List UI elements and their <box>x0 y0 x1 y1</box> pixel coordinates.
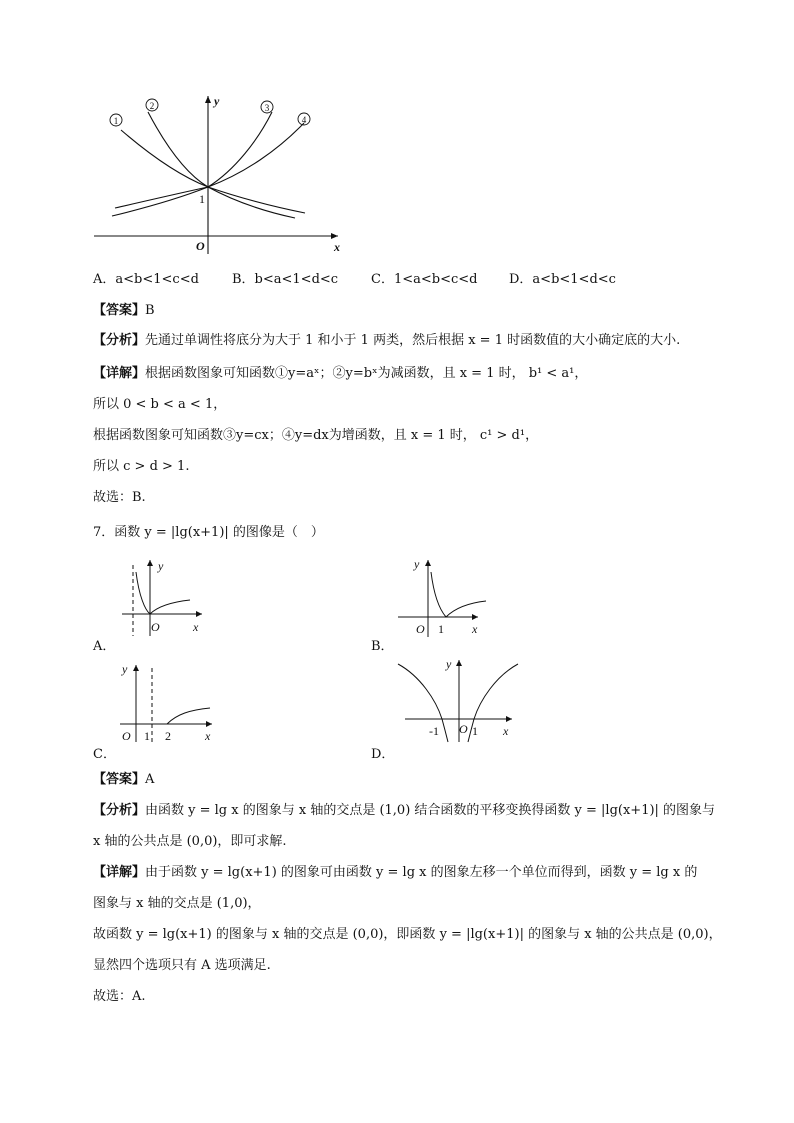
curve-3 <box>112 112 272 216</box>
q7-analysis-text-1: 由函数 y = lg x 的图象与 x 轴的交点是 (1,0) 结合函数的平移变换得函数 y = |lg(x+1)| 的图象与 <box>145 803 716 818</box>
curve-4 <box>115 123 304 208</box>
analysis-line <box>93 332 680 350</box>
conclusion-line: 故选：B. <box>93 490 146 505</box>
graph-c <box>118 660 218 745</box>
detail-line-1 <box>93 365 587 383</box>
y-axis-label: y <box>214 94 220 108</box>
graph-d-label: D． <box>371 747 395 762</box>
detail-line-3: 根据函数图象可知函数③y=cx；④y=dx为增函数，且 x = 1 时， c¹ > d¹， <box>93 428 539 443</box>
graph-b-label: B． <box>371 639 394 654</box>
detail-text-1: 根据函数图象可知函数①y=aˣ；②y=bˣ为减函数，且 x = 1 时， b¹ < a¹， <box>145 366 588 381</box>
svg-text:-1: -1 <box>429 724 439 738</box>
x-axis-arrow <box>331 233 338 239</box>
svg-text:1: 1 <box>144 729 150 743</box>
q7-analysis-tag: 【分析】 <box>93 803 146 818</box>
detail-line-2: 所以 0 < b < a < 1， <box>93 397 227 412</box>
answer-line <box>93 302 155 320</box>
svg-text:2: 2 <box>165 729 171 743</box>
svg-text:4: 4 <box>301 115 307 125</box>
svg-text:2: 2 <box>149 101 155 111</box>
detail-tag: 【详解】 <box>93 366 146 381</box>
svg-text:3: 3 <box>264 103 270 113</box>
q7-analysis-line-2: x 轴的公共点是 (0,0)，即可求解. <box>93 834 287 849</box>
detail-line-4: 所以 c > d > 1. <box>93 459 190 474</box>
y-intercept-label: 1 <box>199 192 205 206</box>
graph-a <box>118 552 213 637</box>
q7-detail-line-1 <box>93 864 697 882</box>
svg-text:x: x <box>193 620 199 634</box>
option-c: C．1<a<b<c<d <box>371 272 478 287</box>
q7-analysis-line-1 <box>93 802 715 820</box>
graph-d <box>394 655 519 745</box>
option-b: B．b<a<1<d<c <box>232 272 339 287</box>
svg-text:y: y <box>414 557 420 571</box>
q7-answer-value: A <box>145 772 155 787</box>
svg-text:O: O <box>122 729 131 743</box>
x-axis-label: x <box>334 240 340 254</box>
origin-label: O <box>196 239 205 253</box>
svg-text:x: x <box>503 724 509 738</box>
q7-answer-tag: 【答案】 <box>93 772 146 787</box>
svg-text:1: 1 <box>438 622 444 636</box>
q7-conclusion-line: 故选：A. <box>93 989 146 1004</box>
svg-text:O: O <box>416 622 425 636</box>
svg-text:1: 1 <box>113 116 119 126</box>
q7-detail-line-4: 显然四个选项只有 A 选项满足. <box>93 958 271 973</box>
q7-detail-line-3: 故函数 y = lg(x+1) 的图象与 x 轴的交点是 (0,0)，即函数 y = |lg(x+1)| 的图象与 x 轴的公共点是 (0,0)， <box>93 927 722 942</box>
graph-c-label: C． <box>93 747 116 762</box>
svg-text:y: y <box>158 559 164 573</box>
graph-a-label: A． <box>93 639 116 654</box>
analysis-tag: 【分析】 <box>93 333 146 348</box>
svg-text:O: O <box>151 620 160 634</box>
svg-text:1: 1 <box>472 724 478 738</box>
y-axis-arrow <box>205 96 211 103</box>
curve-2 <box>148 112 295 218</box>
option-a: A．a<b<1<c<d <box>93 272 199 287</box>
option-d: D．a<b<1<d<c <box>509 272 616 287</box>
question-7-stem: 7．函数 y = |lg(x+1)| 的图像是（ ） <box>93 525 324 540</box>
answer-tag: 【答案】 <box>93 303 146 318</box>
analysis-text: 先通过单调性将底分为大于 1 和小于 1 两类，然后根据 x = 1 时函数值的大小确定底的大小. <box>145 333 681 348</box>
svg-text:x: x <box>472 622 478 636</box>
q7-detail-line-2: 图象与 x 轴的交点是 (1,0)， <box>93 896 261 911</box>
svg-text:y: y <box>122 662 128 676</box>
svg-text:O: O <box>459 722 468 736</box>
q7-detail-text-1: 由于函数 y = lg(x+1) 的图象可由函数 y = lg x 的图象左移一个单位而得到，函数 y = lg x 的 <box>145 865 698 880</box>
exponential-curves-figure <box>88 88 358 258</box>
graph-b <box>394 552 494 637</box>
svg-text:x: x <box>205 729 211 743</box>
svg-text:y: y <box>446 657 452 671</box>
q7-answer-line <box>93 771 154 789</box>
q7-detail-tag: 【详解】 <box>93 865 146 880</box>
answer-value: B <box>145 303 155 318</box>
